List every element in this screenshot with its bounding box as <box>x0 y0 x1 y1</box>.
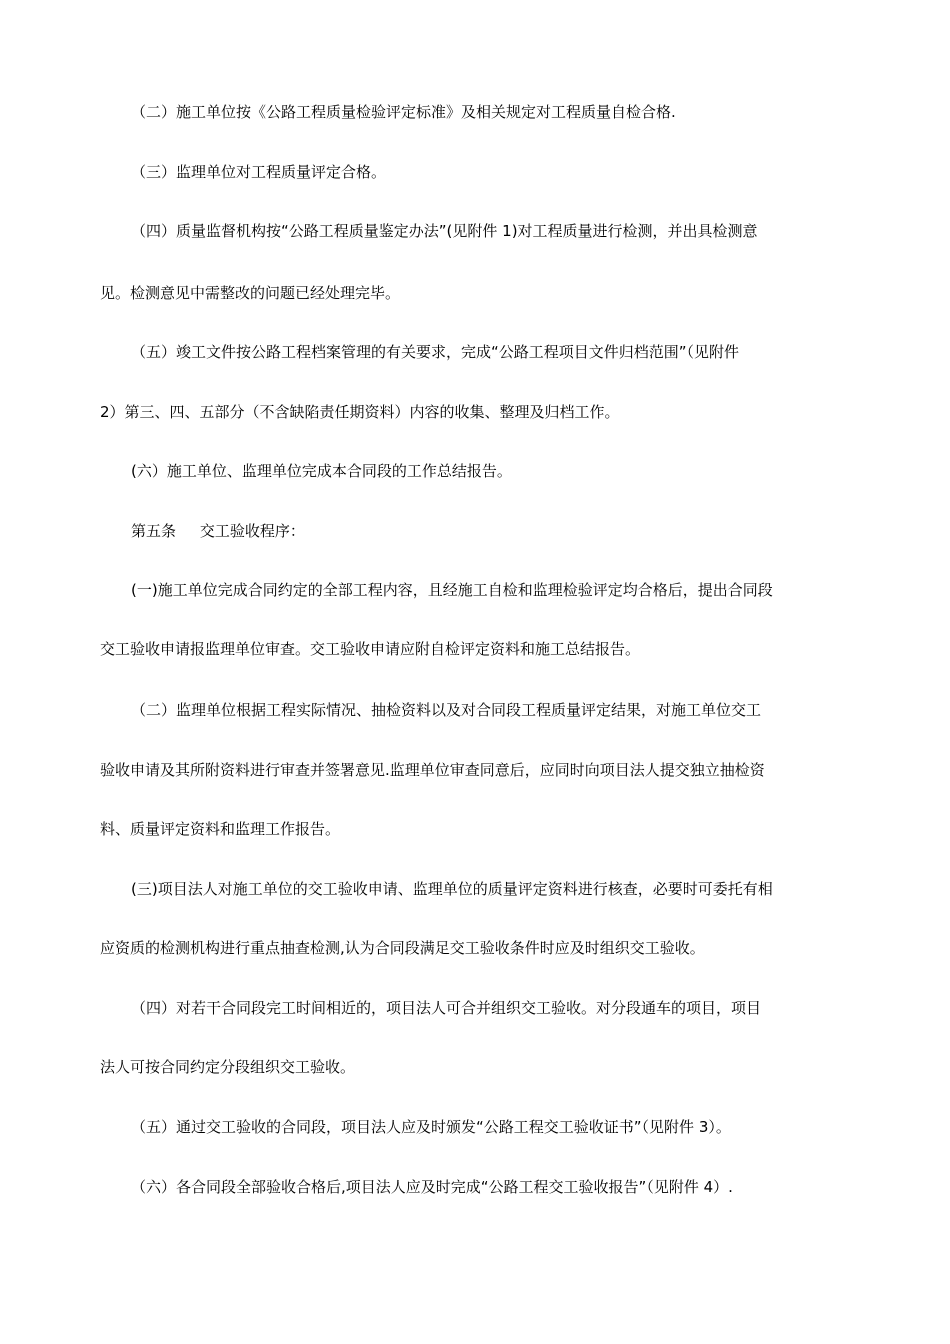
paragraph-line: 2）第三、四、五部分（不含缺陷责任期资料）内容的收集、整理及归档工作。 <box>100 403 620 421</box>
paragraph-line: （二）施工单位按《公路工程质量检验评定标准》及相关规定对工程质量自检合格. <box>131 103 676 121</box>
paragraph-line: 见。检测意见中需整改的问题已经处理完毕。 <box>100 284 401 302</box>
paragraph-line: 验收申请及其所附资料进行审查并签署意见.监理单位审查同意后，应同时向项目法人提交独立抽检资 <box>100 761 765 779</box>
paragraph-line: （二）监理单位根据工程实际情况、抽检资料以及对合同段工程质量评定结果，对施工单位交工 <box>131 701 762 719</box>
paragraph-line: (六）施工单位、监理单位完成本合同段的工作总结报告。 <box>131 462 512 480</box>
paragraph-line: （五）通过交工验收的合同段，项目法人应及时颁发“公路工程交工验收证书”（见附件 3）。 <box>131 1118 731 1136</box>
paragraph-line: (一)施工单位完成合同约定的全部工程内容，且经施工自检和监理检验评定均合格后，提出合同段 <box>131 581 773 599</box>
paragraph-line: 法人可按合同约定分段组织交工验收。 <box>100 1058 356 1076</box>
paragraph-line: 交工验收申请报监理单位审查。交工验收申请应附自检评定资料和施工总结报告。 <box>100 640 641 658</box>
paragraph-line: （四）对若干合同段完工时间相近的，项目法人可合并组织交工验收。对分段通车的项目，项目 <box>131 999 762 1017</box>
paragraph-line: (三)项目法人对施工单位的交工验收申请、监理单位的质量评定资料进行核查，必要时可委托有相 <box>131 880 773 898</box>
paragraph-line: （四）质量监督机构按“公路工程质量鉴定办法”(见附件 1)对工程质量进行检测，并出具检测意 <box>131 222 758 240</box>
paragraph-line: 应资质的检测机构进行重点抽查检测,认为合同段满足交工验收条件时应及时组织交工验收。 <box>100 939 705 957</box>
paragraph-line: 料、质量评定资料和监理工作报告。 <box>100 820 341 838</box>
paragraph-line: （五）竣工文件按公路工程档案管理的有关要求，完成“公路工程项目文件归档范围”（见附件 <box>131 343 740 361</box>
section-heading: 第五条 交工验收程序： <box>131 522 305 540</box>
paragraph-line: （三）监理单位对工程质量评定合格。 <box>131 163 387 181</box>
paragraph-line: （六）各合同段全部验收合格后,项目法人应及时完成“公路工程交工验收报告”（见附件 4）. <box>131 1178 733 1196</box>
